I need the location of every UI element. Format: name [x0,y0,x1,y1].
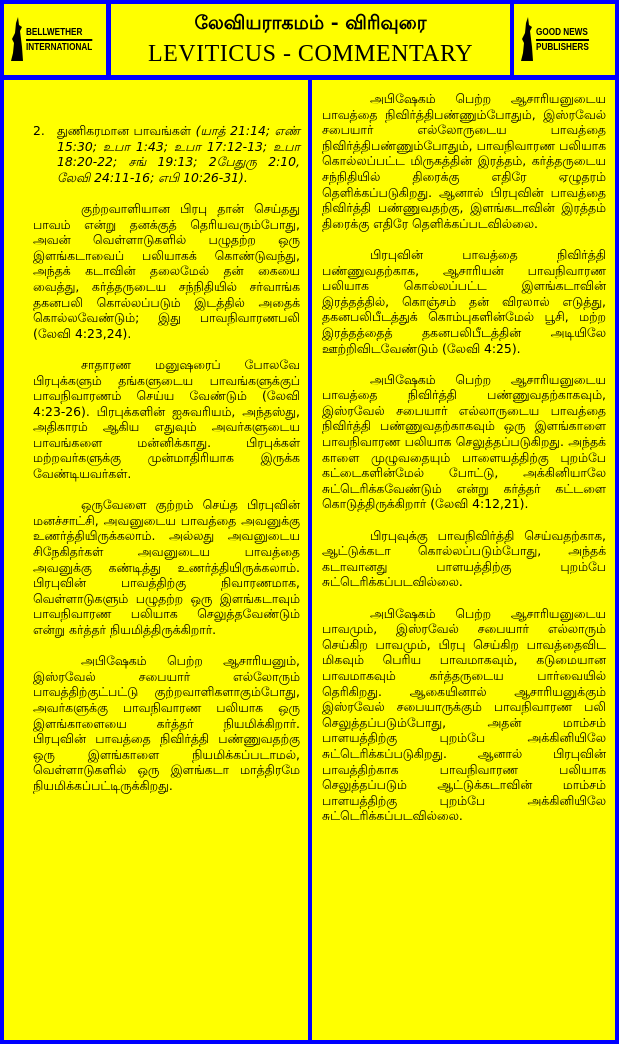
paragraph: பிரபுவின் பாவத்தை நிவிர்த்தி பண்ணுவதற்காக, ஆசாரியன் பாவநிவாரண பலியாக கொல்லப்பட்ட இளங்கடாவின் இரத்தத்தில், கொஞ்சம் தன் விரலால் எடுத்து, தகனபலிபீடத்துக் கொம்புகளின்மேல் பூசி, மற்ற இரத்தத்தைத் தகனபலிபீடத்தின் அடியிலே ஊற்றிவிடவேண்டும் (லேவி 4:25). [322,246,606,356]
logo-line-1: BELLWETHER [26,26,92,41]
left-column [4,80,308,1040]
right-column [312,80,615,1040]
title-tamil: லேவியராகமம் - விரிவுரை [194,12,427,34]
logo-line-2: PUBLISHERS [536,40,589,53]
logo-line-1: GOOD NEWS [536,26,589,41]
paragraph: குற்றவாளியான பிரபு தான் செய்தது பாவம் என்று தனக்குத் தெரியவரும்போது, அவன் வெள்ளாடுகளில் பழுதற்ற ஒரு இளங்கடாவைப் பலியாகக் கொண்டுவந்து, அந்தக் கடாவின் தலைமேல் தன் கையை வைத்து, கர்த்தருடைய சந்நிதியில் சர்வாங்க தகனபலி கொல்லப்படும் இடத்தில் அதைக் கொல்லவேண்டும்; இது பாவநிவாரணபலி (லேவி 4:23,24). [33,200,300,341]
paragraph: ஒருவேளை குற்றம் செய்த பிரபுவின் மனச்சாட்சி, அவனுடைய பாவத்தை அவனுக்கு உணர்த்தியிருக்கலாம். அல்லது அவனுடைய சிநேகிதர்கள் அவனுடைய பாவத்தை அவனுக்கு கண்டித்து உணர்த்தியிருக்கலாம். பிரபுவின் பாவத்திற்கு நிவாரணமாக, வெள்ளாடுகளும் பழுதற்ற ஒரு இளங்கடாவும் பாவநிவாரண பலியாக செலுத்தவேண்டும் என்று கர்த்தர் நியமித்திருக்கிறார். [33,497,300,637]
list-heading: துணிகரமான பாவங்கள் [57,123,192,138]
list-references: (யாத் 21:14; எண் 15:30; உபா 1:43; உபா 17:12-13; உபா 18:20-22; சங் 19:13; 2பேதுரு 2:10, லேவி 24:11-16; எபி 10:26-31). [57,123,300,185]
title-english: LEVITICUS - COMMENTARY [147,41,474,67]
ram-figure-icon [520,17,534,63]
paragraph: அபிஷேகம் பெற்ற ஆசாரியனும், இஸ்ரவேல் சபையார் எல்லோரும் பாவத்திற்குட்பட்டு குற்றவாளிகளாகும்போது, அவர்களுக்கு பாவநிவாரண பலியாக ஒரு இளங்காளையை கர்த்தர் நியமிக்கிறார். பிரபுவின் பாவத்தை நிவிர்த்தி பண்ணுவதற்கு ஒரு இளங்காளை நியமிக்கப்படாமல், வெள்ளாடுகளில் ஒரு இளங்கடா மாத்திரமே நியமிக்கப்பட்டிருக்கிறது. [33,653,300,793]
list-number: 2. [33,123,45,138]
paragraph: அபிஷேகம் பெற்ற ஆசாரியனுடைய பாவத்தை நிவிர்த்தி பண்ணுவதற்காகவும், இஸ்ரவேல் சபையார் எல்லாருடைய பாவத்தை நிவிர்த்தி பண்ணுவதற்காகவும் ஒரு இளங்காளை பாவநிவாரண பலியாக செலுத்தப்படுகிறது. அந்தக் காளை முழுவதையும் பாளையத்திற்கு புறம்பே கட்டைகளின்மேல் போட்டு, அக்கினியாலே சுட்டெரிக்கவேண்டும் என்று கர்த்தர் கட்டளை கொடுத்திருக்கிறார் (லேவி 4:12,21). [322,371,606,512]
paragraph: அபிஷேகம் பெற்ற ஆசாரியனுடைய பாவத்தை நிவிர்த்திபண்ணும்போதும், இஸ்ரவேல் சபையார் எல்லோருடைய பாவத்தை நிவிர்த்திபண்ணும்போதும், பாவநிவாரண பலியாக கொல்லப்பட்ட மிருகத்தின் இரத்தம், கர்த்தருடைய சந்நிதியில் திரைக்கு எதிரே ஏழுதரம் தெளிக்கப்படுகிறது. ஆனால் பிரபுவின் பாவத்தை நிவிர்த்தி பண்ணுவதற்கு, இளங்கடாவின் இரத்தம் திரைக்கு எதிரே தெளிக்கப்படவில்லை. [322,91,606,231]
list-item [33,123,300,185]
good-news-logo [514,4,615,75]
ram-figure-icon [10,17,24,63]
paragraph: அபிஷேகம் பெற்ற ஆசாரியனுடைய பாவமும், இஸ்ரவேல் சபையார் எல்லாரும் செய்கிற பாவமும், பிரபு செய்கிற பாவத்தைவிட மிகவும் பெரிய பாவமாகவும், கடுமையான பாவமாகவும் கர்த்தருடைய பார்வையில் தெரிகிறது. ஆகையினால் ஆசாரியனுக்கும் இஸ்ரவேல் சபையாருக்கும் பாவநிவாரண பலி செலுத்தப்படும்போது, அதன் மாம்சம் பாளயத்திற்கு புறம்பே அக்கினியிலே சுட்டெரிக்கப்படுகிறது. ஆனால் பிரபுவின் பாவத்திற்காக பாவநிவாரண பலியாக செலுத்தப்படும் ஆட்டுக்கடாவின் மாம்சம் பாளயத்திற்கு புறம்பே அக்கினியிலே சுட்டெரிக்கப்படவில்லை. [322,605,606,824]
paragraph: பிரபுவுக்கு பாவநிவிர்த்தி செய்வதற்காக, ஆட்டுக்கடா கொல்லப்படும்போது, அந்தக் கடாவானது பாளயத்திற்கு புறம்பே சுட்டெரிக்கப்படவில்லை. [322,527,606,590]
logo-line-2: INTERNATIONAL [26,40,93,53]
bellwether-logo [4,4,106,75]
paragraph: சாதாரண மனுஷரைப் போலவே பிரபுக்களும் தங்களுடைய பாவங்களுக்குப் பாவநிவாரணம் செய்ய வேண்டும் (லேவி 4:23-26). பிரபுக்களின் ஐசுவரியம், அந்தஸ்து, அதிகாரம் ஆகிய எதுவும் அவர்களுடைய பாவங்களை மன்னிக்காது. பிரபுக்கள் மற்றவர்களுக்கு முன்மாதிரியாக இருக்க வேண்டியவர்கள். [33,356,300,482]
page-header [111,4,510,75]
